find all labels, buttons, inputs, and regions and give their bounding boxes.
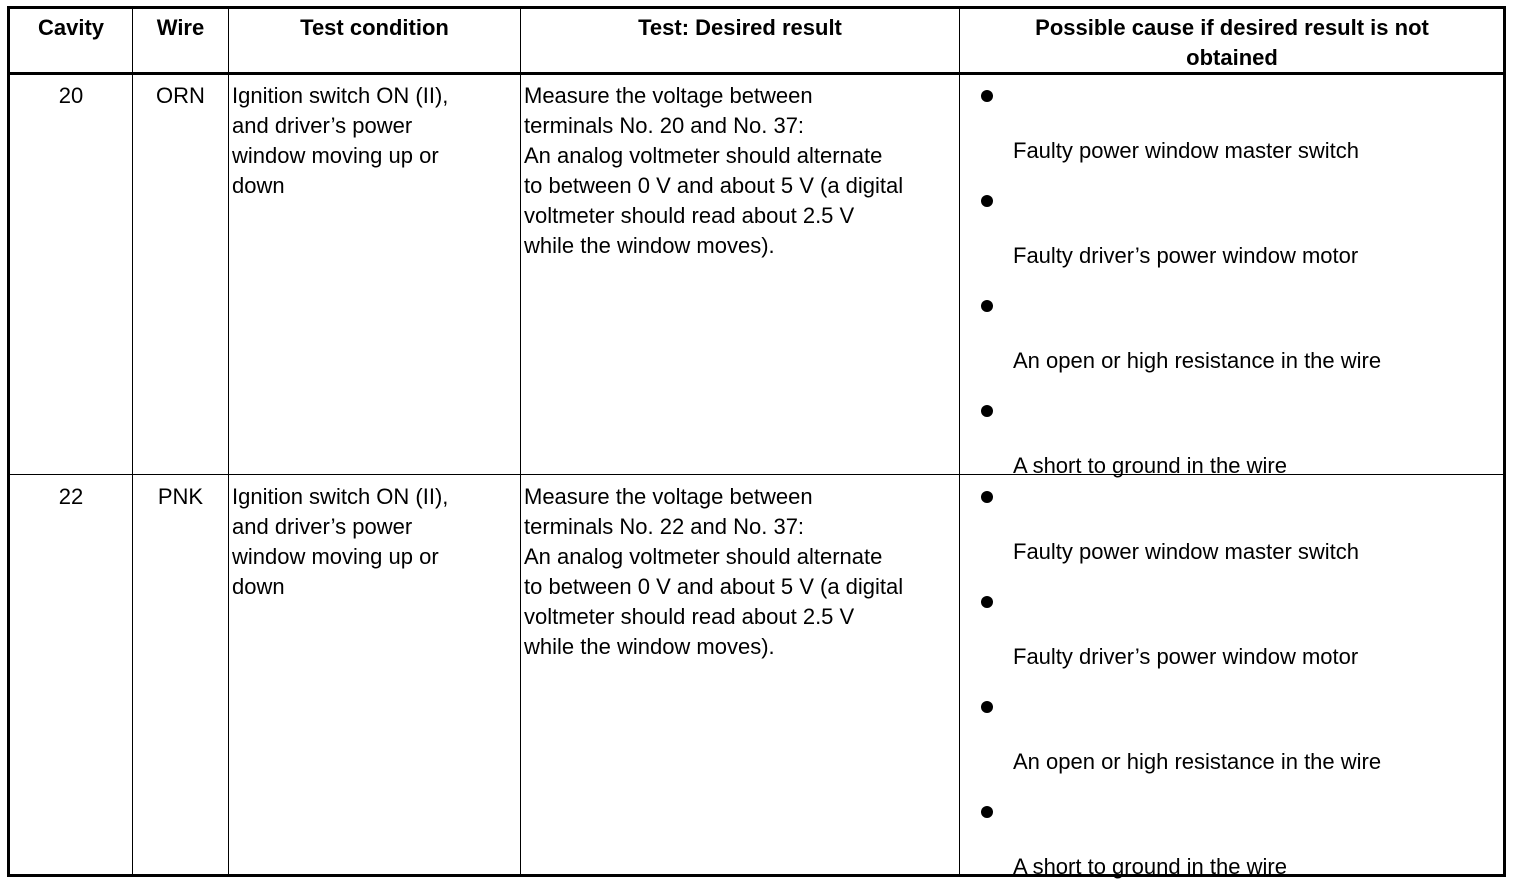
bullet-icon <box>981 491 993 503</box>
bullet-icon <box>981 90 993 102</box>
condition-line: and driver’s power <box>232 514 413 539</box>
table-row <box>10 75 1503 478</box>
bullet-icon <box>981 195 993 207</box>
result-line: An analog voltmeter should alternate <box>524 143 883 168</box>
cause-item: Faulty power window master switch <box>1013 539 1360 564</box>
cause-item: Faulty power window master switch <box>1013 138 1360 163</box>
result-line: while the window moves). <box>524 233 775 258</box>
header-wire: Wire <box>156 15 205 40</box>
cause-item: An open or high resistance in the wire <box>1013 348 1382 373</box>
header-possible-cause: Possible cause if desired result is not obtained <box>1035 15 1429 70</box>
wire-cell: ORN <box>156 83 205 108</box>
cause-item: Faulty driver’s power window motor <box>1013 243 1359 268</box>
result-line: Measure the voltage between <box>524 83 813 108</box>
result-line: terminals No. 20 and No. 37: <box>524 113 805 138</box>
header-desired-result: Test: Desired result <box>638 15 842 40</box>
result-line: Measure the voltage between <box>524 484 813 509</box>
cavity-cell: 20 <box>58 83 84 108</box>
result-line: An analog voltmeter should alternate <box>524 544 883 569</box>
condition-line: Ignition switch ON (II), <box>232 484 449 509</box>
condition-line: down <box>232 574 285 599</box>
result-line: while the window moves). <box>524 634 775 659</box>
cause-item: A short to ground in the wire <box>1013 854 1287 879</box>
wire-cell: PNK <box>157 484 204 509</box>
condition-line: window moving up or <box>232 544 439 569</box>
condition-line: down <box>232 173 285 198</box>
bullet-icon <box>981 806 993 818</box>
header-cavity: Cavity <box>37 15 105 40</box>
table-row <box>10 475 1503 879</box>
result-line: voltmeter should read about 2.5 V <box>524 203 855 228</box>
diagnostic-table <box>7 6 1506 877</box>
condition-line: window moving up or <box>232 143 439 168</box>
bullet-icon <box>981 596 993 608</box>
condition-line: Ignition switch ON (II), <box>232 83 449 108</box>
condition-line: and driver’s power <box>232 113 413 138</box>
result-line: to between 0 V and about 5 V (a digital <box>524 173 904 198</box>
bullet-icon <box>981 701 993 713</box>
result-line: to between 0 V and about 5 V (a digital <box>524 574 904 599</box>
result-line: terminals No. 22 and No. 37: <box>524 514 805 539</box>
cause-item: A short to ground in the wire <box>1013 453 1287 478</box>
bullet-icon <box>981 300 993 312</box>
header-test-condition: Test condition <box>300 15 449 40</box>
result-line: voltmeter should read about 2.5 V <box>524 604 855 629</box>
cause-item: An open or high resistance in the wire <box>1013 749 1382 774</box>
cause-item: Faulty driver’s power window motor <box>1013 644 1359 669</box>
bullet-icon <box>981 405 993 417</box>
cavity-cell: 22 <box>58 484 84 509</box>
